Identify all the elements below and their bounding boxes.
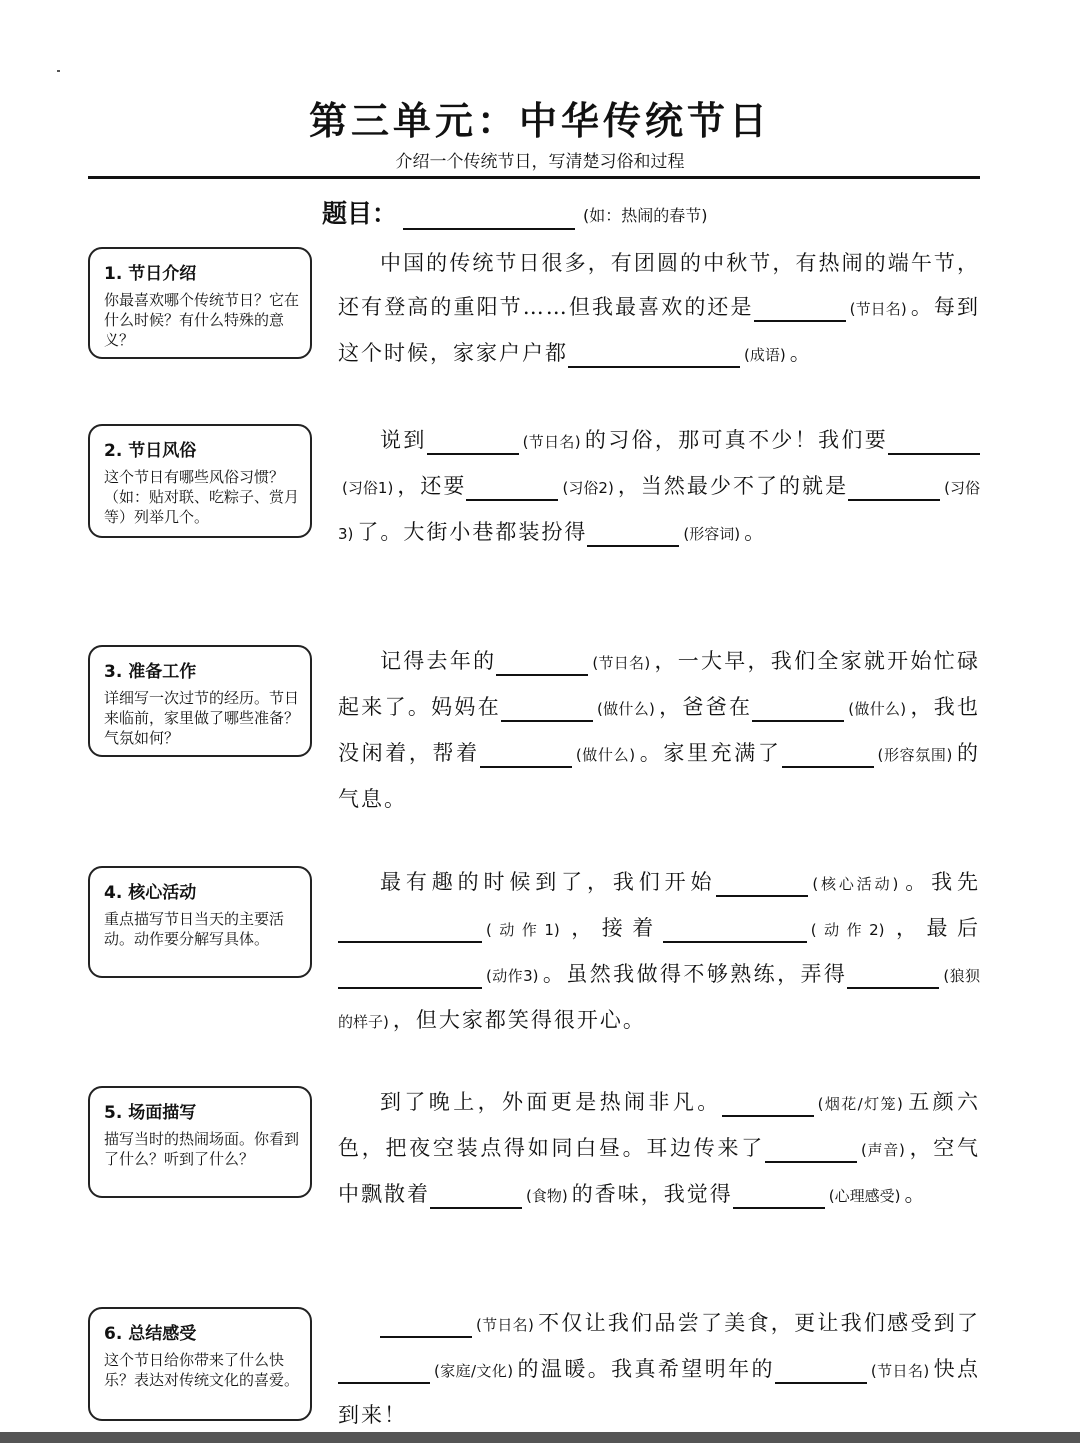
fill-blank[interactable]: [847, 957, 939, 989]
hint: (习俗1): [342, 479, 394, 497]
fill-blank[interactable]: [501, 690, 593, 722]
hint: (节日名): [849, 300, 907, 318]
section-paragraph-4: 最有趣的时候到了，我们开始 (核心活动) 。我先(动作1) ，接着 (动作2) ，最后(动作3) 。虽然我做得不够熟练，弄得 (狼狈的样子) ，但大家都笑得很开心。: [338, 860, 980, 1044]
hint: (节日名): [476, 1316, 534, 1334]
section-card-5: [88, 1086, 312, 1198]
fill-blank[interactable]: [496, 644, 588, 676]
fill-blank[interactable]: [466, 469, 558, 501]
section-desc: 这个节日给你带来了什么快乐？表达对传统文化的喜爱。: [104, 1351, 300, 1389]
fill-blank[interactable]: [338, 957, 482, 989]
hint: (烟花/灯笼): [817, 1095, 903, 1113]
fill-blank[interactable]: [765, 1131, 857, 1163]
section-desc: 这个节日有哪些风俗习惯？（如：贴对联、吃粽子、赏月等）列举几个。: [104, 468, 300, 526]
bottom-bar: [0, 1432, 1080, 1443]
hint: (心理感受): [828, 1187, 901, 1205]
hint: (做什么): [575, 746, 636, 764]
hint: (狼狈的样子): [338, 967, 981, 1031]
fill-blank[interactable]: [427, 423, 519, 455]
fill-blank[interactable]: [754, 290, 846, 322]
section-paragraph-5: 到了晚上，外面更是热闹非凡。 (烟花/灯笼) 五颜六色，把夜空装点得如同白昼。耳边传来了 (声音) ，空气中飘散着 (食物) 的香味，我觉得 (心理感受) 。: [338, 1080, 980, 1218]
fill-blank[interactable]: [480, 736, 572, 768]
section-card-2: [88, 424, 312, 538]
page-title: 第三单元：中华传统节日: [308, 99, 771, 143]
page-subtitle: 介绍一个传统节日，写清楚习俗和过程: [395, 152, 685, 172]
fill-blank[interactable]: [722, 1085, 814, 1117]
section-card-4: [88, 866, 312, 978]
fill-blank[interactable]: [338, 911, 482, 943]
hint: (动作1): [486, 921, 560, 939]
hint: (成语): [744, 346, 786, 364]
hint: (动作2): [810, 921, 885, 939]
topic-row: [322, 194, 708, 230]
fill-blank[interactable]: [587, 515, 679, 547]
hint: (核心活动): [812, 875, 899, 893]
section-title: 3. 准备工作: [104, 662, 197, 682]
fill-blank[interactable]: [663, 911, 807, 943]
section-title: 4. 核心活动: [104, 883, 197, 903]
section-card-6: [88, 1307, 312, 1421]
topic-label: 题目：: [322, 199, 398, 228]
fill-blank[interactable]: [380, 1306, 472, 1338]
section-title: 6. 总结感受: [104, 1324, 197, 1344]
section-desc: 你最喜欢哪个传统节日？它在什么时候？有什么特殊的意义？: [104, 291, 300, 349]
fill-blank[interactable]: [752, 690, 844, 722]
hint: (家庭/文化): [434, 1362, 514, 1380]
section-card-3: [88, 645, 312, 757]
fill-blank[interactable]: [568, 336, 740, 368]
hint: (形容氛围): [877, 746, 953, 764]
hint: (习俗3): [338, 479, 981, 543]
section-paragraph-2: 说到 (节日名) 的习俗，那可真不少！我们要(习俗1) ，还要 (习俗2) ，当然最少不了的就是 (习俗3) 了。大街小巷都装扮得 (形容词) 。: [338, 418, 980, 556]
fill-blank[interactable]: [848, 469, 940, 501]
stray-dot: [57, 70, 60, 72]
section-title: 1. 节日介绍: [104, 264, 197, 284]
fill-blank[interactable]: [338, 1352, 430, 1384]
hint: (节日名): [592, 654, 651, 672]
hint: (动作3): [486, 967, 539, 985]
hint: (节日名): [870, 1362, 930, 1380]
hint: (习俗2): [562, 479, 614, 497]
hint: (节日名): [522, 433, 581, 451]
hint: (做什么): [848, 700, 907, 718]
hint: (声音): [860, 1141, 905, 1159]
section-card-1: [88, 247, 312, 359]
section-paragraph-6: (节日名) 不仅让我们品尝了美食，更让我们感受到了(家庭/文化) 的温暖。我真希望明年的 (节日名) 快点到来！: [338, 1301, 980, 1437]
hint: (做什么): [597, 700, 655, 718]
fill-blank[interactable]: [775, 1352, 867, 1384]
hint: (食物): [526, 1187, 568, 1205]
section-title: 5. 场面描写: [104, 1103, 197, 1123]
header-divider: [88, 176, 980, 179]
fill-blank[interactable]: [430, 1177, 522, 1209]
topic-blank[interactable]: [403, 202, 575, 230]
section-paragraph-1: 中国的传统节日很多，有团圆的中秋节，有热闹的端午节，还有登高的重阳节……但我最喜欢的还是 (节日名) 。每到这个时候，家家户户都 (成语) 。: [338, 241, 980, 377]
section-desc: 详细写一次过节的经历。节日来临前，家里做了哪些准备？气氛如何？: [104, 689, 300, 747]
section-desc: 重点描写节日当天的主要活动。动作要分解写具体。: [104, 910, 285, 948]
section-desc: 描写当时的热闹场面。你看到了什么？听到了什么？: [104, 1130, 300, 1168]
fill-blank[interactable]: [733, 1177, 825, 1209]
hint: (形容词): [683, 525, 741, 543]
fill-blank[interactable]: [782, 736, 874, 768]
section-paragraph-3: 记得去年的 (节日名) ，一大早，我们全家就开始忙碌起来了。妈妈在 (做什么) ，爸爸在 (做什么) ，我也没闲着，帮着 (做什么) 。家里充满了 (形容氛围) 的气息。: [338, 639, 980, 821]
fill-blank[interactable]: [888, 423, 980, 455]
fill-blank[interactable]: [716, 865, 808, 897]
topic-example: (如：热闹的春节): [583, 206, 708, 225]
section-title: 2. 节日风俗: [104, 441, 197, 461]
